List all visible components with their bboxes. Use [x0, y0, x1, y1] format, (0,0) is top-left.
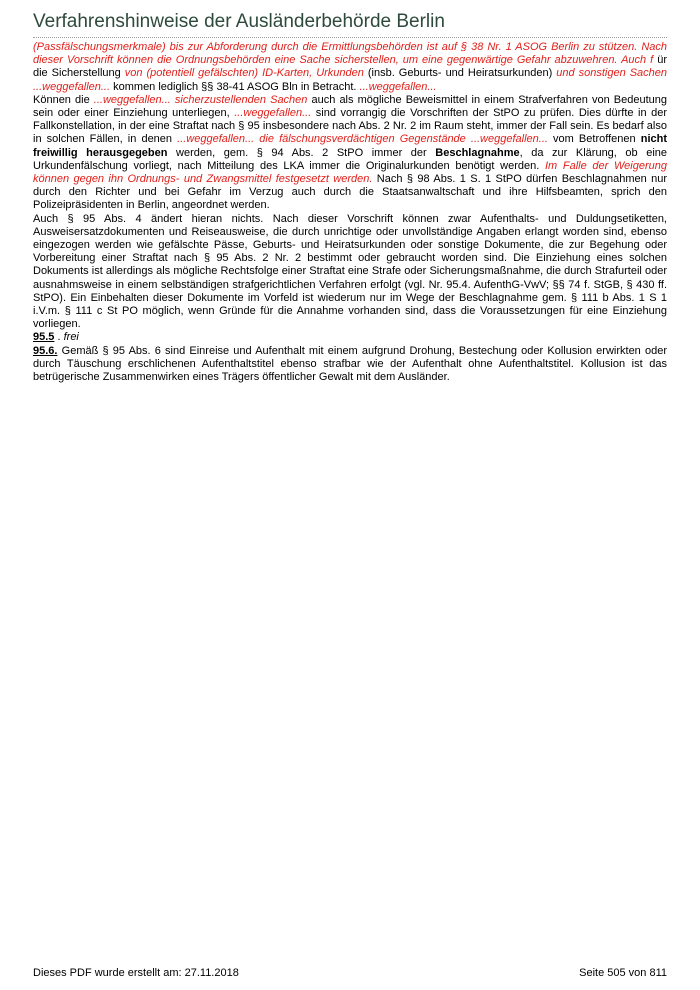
text-run: ...weggefallen... sicherzustellenden Sachen: [93, 93, 308, 106]
page-title: Verfahrenshinweise der Ausländerbehörde Berlin: [33, 11, 445, 32]
page-footer: [33, 967, 667, 979]
section-95-6: [33, 345, 667, 385]
header-divider: [33, 37, 667, 38]
text-run: sind vorrangig die Vorschriften der StPO zu prüfen. Dies dürfte in der Fallkonstellation, in der eine Straftat nach § 95 insbesondere nach Abs. 2 Nr. 2 im Raum steht, immer der Fall sein. Es bedarf also in solchen Fällen, in denen: [33, 107, 667, 146]
text-run: (insb. Geburts- und Heiratsurkunden): [363, 67, 557, 80]
text-run: Nach § 98 Abs. 1 S. 1 StPO dürfen Beschlagnahmen nur durch den Richter und bei Gefahr im Verzug auch durch die Staatsanwaltschaft und ihre Hilfsbeamten, sprich den Polizeipräsidenten in Berlin, angeordnet werden.: [33, 173, 668, 212]
text-run: und sonstigen Sachen ...weggefallen...: [33, 67, 668, 93]
text-run: vom Betroffenen: [547, 133, 641, 146]
text-run: frei: [63, 331, 79, 344]
paragraph-beschlagnahme: [33, 94, 667, 213]
text-run: (Passfälschungsmerkmale) bis zur Abforderung durch die Ermittlungsbehörden ist auf § 38 Nr. 1 ASOG Berlin zu stützen. Nach dieser Vorschrift können die Ordnungsbehörden eine Sache sicherstellen, um eine gegenwärtige Gefahr abzuwehren. Auch f: [33, 41, 667, 67]
document-body: [33, 41, 667, 384]
text-run: kommen lediglich §§ 38-41 ASOG Bln in Betracht.: [110, 80, 360, 93]
text-run: von (potentiell gefälschten) ID-Karten, Urkunden: [124, 67, 364, 80]
text-run-bold: Beschlagnahme: [435, 146, 520, 159]
text-run: Gemäß § 95 Abs. 6 sind Einreise und Aufenthalt mit einem aufgrund Drohung, Bestechung oder Kollusion erwirkten oder durch Täuschung erschlichenen Aufenthaltstitel ebenso strafbar wie der Aufenthalt ohne Aufenthaltstitel. Kollusion ist das betrügerische Zusammenwirken eines Trägers öffentlicher Gewalt mit dem Ausländer.: [33, 344, 667, 384]
text-run: ...weggefallen...: [359, 80, 437, 93]
text-run: auch als mögliche Beweismittel in einem Strafverfahren von Bedeutung sein oder einer Einziehung unterliegen,: [33, 93, 668, 120]
text-run: ...weggefallen... die fälschungsverdächtigen Gegenstände ...weggefallen...: [177, 133, 548, 146]
paragraph-einziehung: Auch § 95 Abs. 4 ändert hieran nichts. Nach dieser Vorschrift können zwar Aufenthalts- und Duldungsetiketten, Ausweisersatzdokumenten und Reiseausweise, die durch unrichtige oder unvollständige Angaben erlangt worden sind, ebenso eingezogen werden wie gefälschte Pässe, Geburts- und Heiratsurkunden oder sonstige Dokumente, die zur Begehung oder Vorbereitung einer Straftat nach § 95 Abs. 2 Nr. 2 bestimmt oder gebraucht worden sind. Die Einziehung eines solchen Dokuments ist allerdings als mögliche Rechtsfolge einer Straftat eine Strafe oder Sicherungsmaßnahme, die durch Strafurteil oder ausnahmsweise in einem selbständigen strafgerichtlichen Verfahren erfolgt (vgl. Nr. 95.4. AufenthG-VwV; §§ 74 f. StGB, § 430 ff. StPO). Ein Einbehalten dieser Dokumente im Vorfeld ist wiederum nur im Wege der Beschlagnahme gem. § 111 b Abs. 1 S 1 i.V.m. § 111 c St PO möglich, wenn Gründe für die Annahme vorhanden sind, dass die Voraussetzungen für eine Einziehung vorliegen.: [33, 212, 667, 331]
text-run: ür die Sicherstellung: [33, 54, 667, 80]
text-run: Im Falle der Weigerung können gegen ihn Ordnungs- und Zwangsmittel festgesetzt werden.: [33, 159, 667, 186]
text-run: werden, gem. § 94 Abs. 2 StPO immer der: [167, 146, 436, 159]
section-number: 95.5: [33, 331, 55, 344]
text-run: Können die: [33, 93, 94, 106]
paragraph-sicherstellung: [33, 41, 667, 94]
footer-created-date: Dieses PDF wurde erstellt am: 27.11.2018: [33, 967, 239, 979]
section-95-5: [33, 331, 667, 344]
text-run-bold: nicht freiwillig herausgegeben: [33, 133, 667, 159]
section-number: 95.6.: [33, 344, 58, 357]
text-run: .: [54, 331, 64, 344]
footer-page-number: Seite 505 von 811: [579, 967, 667, 979]
text-run: , da zur Klärung, ob eine Urkundenfälschung vorliegt, nach Mitteilung des LKA immer die Originalurkunden benötigt werden.: [33, 146, 668, 172]
text-run: ...weggefallen...: [234, 107, 312, 120]
